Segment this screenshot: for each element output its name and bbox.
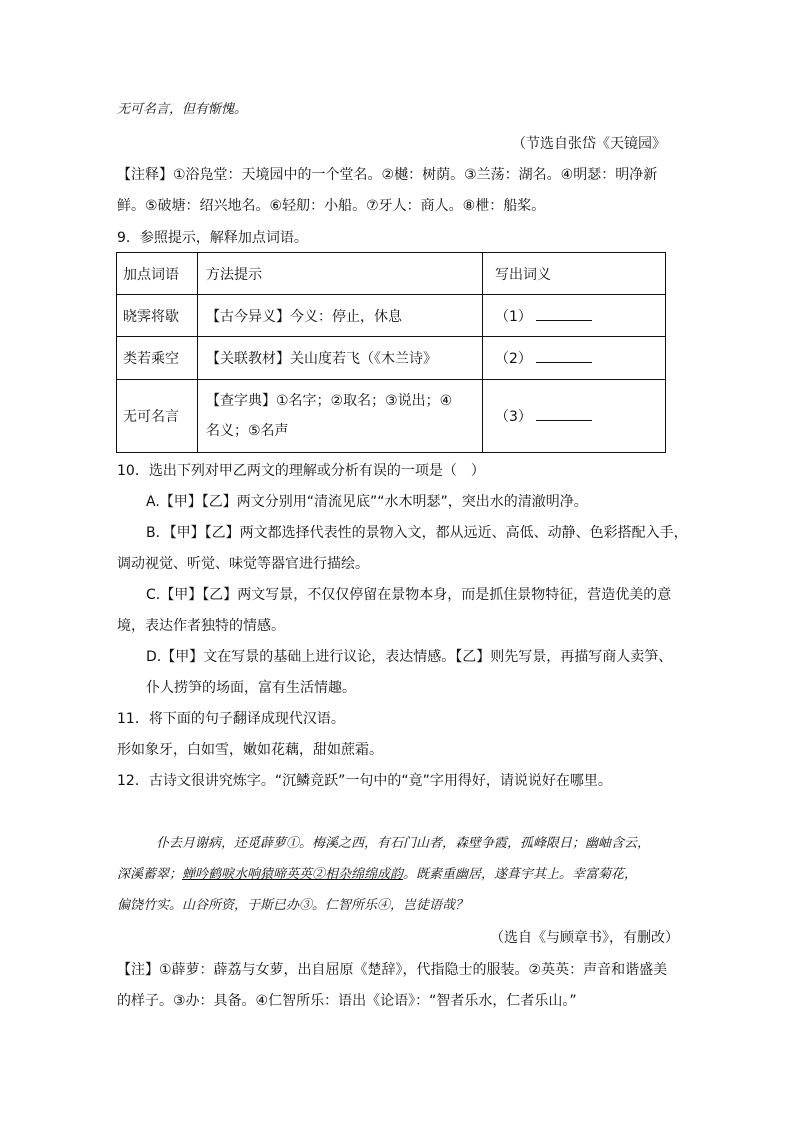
question-12-prompt: 12．古诗文很讲究炼字。“沉鳞竞跃”一句中的“竟”字用得好，请说说好在哪里。 — [117, 773, 612, 789]
option-c-line-2: 境，表达作者独特的情感。 — [117, 618, 285, 634]
table-row — [117, 295, 666, 337]
source-citation-2: （选自《与顾章书》，有删改） — [490, 930, 679, 946]
row-answer — [483, 337, 666, 380]
question-10-prompt: 10．选出下列对甲乙两文的理解或分析有误的一项是（ ） — [117, 463, 485, 479]
passage-end-line: 无可名言，但有惭愧。 — [117, 102, 248, 117]
answer-blank[interactable] — [536, 408, 592, 421]
row-term: 晓霁将歇 — [117, 295, 198, 337]
row-term: 类若乘空 — [117, 337, 198, 380]
table-row — [117, 380, 666, 453]
answer-blank[interactable] — [536, 308, 592, 321]
table-row — [117, 337, 666, 380]
row-hint: 【关联教材】关山度若飞（《木兰诗》 — [198, 337, 483, 380]
answer-label: （3） — [495, 409, 532, 425]
source-citation-1: （节选自张岱《天镜园》 — [512, 136, 666, 152]
passage-2-line-2-end: 。既素重幽居，遂葺宇其上。幸富菊花， — [403, 867, 638, 882]
row-hint — [198, 380, 483, 453]
question-9-prompt: 9．参照提示，解释加点词语。 — [117, 230, 308, 246]
option-c-line-1: C.【甲】【乙】两文写景，不仅仅停留在景物本身，而是抓住景物特征，营造优美的意 — [146, 587, 672, 603]
row-answer — [483, 295, 666, 337]
row-answer — [483, 380, 666, 453]
row-hint-line-1: 【查字典】①名字；②取名；③说出；④ — [206, 393, 453, 409]
question-9-table — [116, 252, 666, 453]
header-answer: 写出词义 — [483, 253, 666, 295]
option-d-line-2: 仆人捞笋的场面，富有生活情趣。 — [146, 680, 356, 696]
notes-2-line-1: 【注】①薜萝：薜荔与女萝，出自屈原《楚辞》，代指隐士的服装。②英英：声音和谐盛美 — [117, 962, 668, 978]
underlined-sentence: 蝉吟鹤唳水响猿啼英英②相杂绵绵成韵 — [182, 867, 404, 882]
passage-2-line-1: 仆去月谢病，还觅薜萝①。梅溪之西，有石门山者，森壁争霞，孤峰限日；幽岫含云， — [156, 836, 651, 851]
notes-line-2: 鲜。⑤破塘：绍兴地名。⑥轻舠：小船。⑦牙人：商人。⑧枻：船桨。 — [117, 198, 546, 214]
option-b-line-2: 调动视觉、听觉、味觉等器官进行描绘。 — [117, 556, 369, 572]
row-hint-line-2: 名义；⑤名声 — [206, 423, 289, 439]
row-term: 无可名言 — [117, 380, 198, 453]
notes-2-line-2: 的样子。③办：具备。④仁智所乐：语出《论语》：“智者乐水，仁者乐山。” — [117, 993, 577, 1009]
question-11-sentence: 形如象牙，白如雪，嫩如花藕，甜如蔗霜。 — [117, 742, 383, 758]
answer-label: （1） — [495, 308, 532, 325]
option-b-line-1: B．【甲】【乙】两文都选择代表性的景物入文，都从远近、高低、动静、色彩搭配入手， — [146, 525, 688, 541]
question-11-prompt: 11．将下面的句子翻译成现代汉语。 — [117, 711, 345, 727]
option-a: A.【甲】【乙】两文分别用“清流见底”“水木明瑟”，突出水的清澈明净。 — [146, 494, 588, 510]
answer-label: （2） — [495, 351, 532, 367]
passage-2-line-2 — [117, 865, 637, 885]
table-header-row — [117, 253, 666, 295]
passage-2-line-2-start: 深溪蓄翠； — [117, 867, 183, 882]
passage-2-line-3: 偏饶竹实。山谷所资，于斯已办③。仁智所乐④，岂徒语哉？ — [117, 898, 469, 913]
header-hint: 方法提示 — [198, 253, 483, 295]
notes-line-1: 【注释】①浴凫堂：天境园中的一个堂名。②樾：树荫。③兰荡：湖名。④明瑟：明净新 — [117, 167, 658, 183]
answer-blank[interactable] — [536, 350, 592, 363]
header-term: 加点词语 — [117, 253, 198, 295]
option-d-line-1: D.【甲】文在写景的基础上进行议论，表达情感。【乙】则先写景，再描写商人卖笋、 — [146, 649, 673, 665]
row-hint: 【古今异义】今义：停止，休息 — [198, 295, 483, 337]
